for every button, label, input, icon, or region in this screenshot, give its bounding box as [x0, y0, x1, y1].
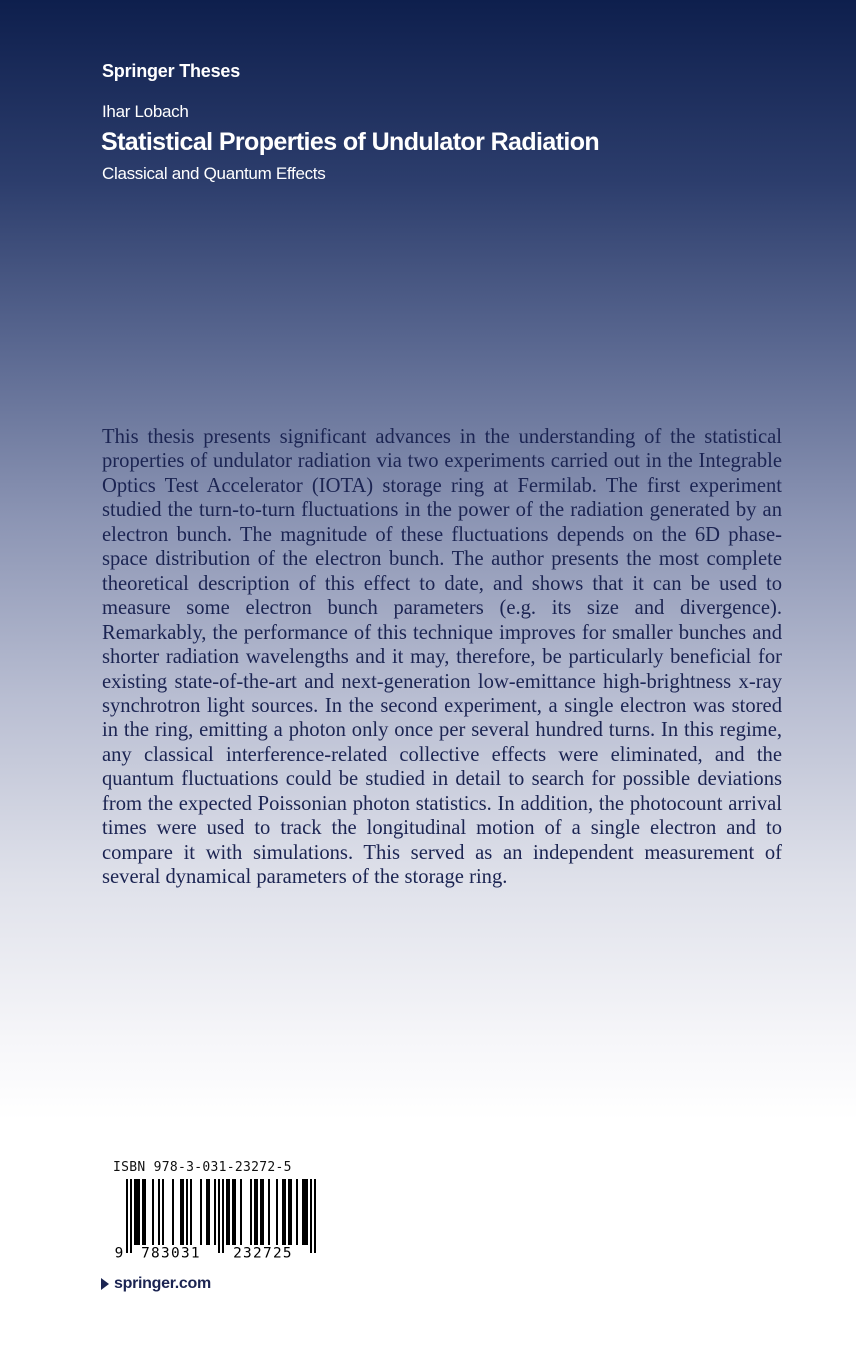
barcode-bar	[304, 1179, 306, 1245]
barcode-first-digit: 9	[114, 1245, 124, 1259]
barcode-bar	[186, 1179, 188, 1245]
barcode-bar	[234, 1179, 236, 1245]
barcode-bar	[158, 1179, 160, 1245]
barcode-bar	[222, 1179, 224, 1253]
barcode-bar	[172, 1179, 174, 1245]
springer-link-text: springer.com	[114, 1275, 211, 1292]
barcode-bar	[180, 1179, 182, 1245]
springer-website-link[interactable]	[101, 1275, 211, 1293]
barcode-bar	[142, 1179, 144, 1245]
barcode-bar	[306, 1179, 308, 1245]
barcode-bar	[254, 1179, 256, 1245]
barcode-bar	[182, 1179, 184, 1245]
barcode-bar	[268, 1179, 270, 1245]
series-name: Springer Theses	[102, 61, 241, 81]
barcode-bar	[240, 1179, 242, 1245]
barcode-bar	[314, 1179, 316, 1253]
barcode-bar	[310, 1179, 312, 1253]
barcode-bar	[190, 1179, 192, 1245]
barcode-bar	[282, 1179, 284, 1245]
barcode-bar	[208, 1179, 210, 1245]
barcode-bar	[226, 1179, 228, 1245]
barcode-bar	[302, 1179, 304, 1245]
barcode-bar	[162, 1179, 164, 1245]
book-abstract: This thesis presents significant advances in the understanding of the statistical properties of undulator radiation via two experiments carried out in the Integrable Optics Test Accelerator (IOTA) storage ring at Fermilab. The first experiment studied the turn-to-turn fluctuations in the power of the radiation generated by an electron bunch. The magnitude of these fluctuations depends on the 6D phase-space distribution of the electron bunch. The author presents the most complete theoretical description of this effect to date, and shows that it can be used to measure some electron bunch parameters (e.g. its size and divergence). Remarkably, the performance of this technique improves for smaller bunches and shorter radiation wavelengths and it may, therefore, be particularly beneficial for existing state-of-the-art and next-generation low-emittance high-brightness x-ray synchrotron light sources. In the second experiment, a single electron was stored in the ring, emitting a photon only once per several hundred turns. In this regime, any classical interference-related collective effects were eliminated, and the quantum fluctuations could be studied in detail to search for possible deviations from the expected Poissonian photon statistics. In addition, the photocount arrival times were used to track the longitudinal motion of a single electron and to compare it with simulations. This served as an independent measurement of several dynamical parameters of the storage ring.	[102, 426, 782, 889]
isbn-label: ISBN 978-3-031-23272-5	[113, 1160, 292, 1175]
barcode-bar	[134, 1179, 136, 1245]
book-subtitle: Classical and Quantum Effects	[102, 164, 326, 183]
barcode-bar	[296, 1179, 298, 1245]
barcode-bar	[206, 1179, 208, 1245]
barcode-bar	[200, 1179, 202, 1245]
barcode-bar	[152, 1179, 154, 1245]
book-title: Statistical Properties of Undulator Radiation	[101, 128, 600, 156]
barcode-bar	[218, 1179, 220, 1253]
barcode-bar	[262, 1179, 264, 1245]
barcode-bar	[144, 1179, 146, 1245]
barcode-bar	[232, 1179, 234, 1245]
isbn-barcode	[112, 1179, 316, 1259]
author-name: Ihar Lobach	[102, 102, 189, 121]
barcode-bar	[126, 1179, 128, 1253]
barcode-bar	[260, 1179, 262, 1245]
barcode-bar	[288, 1179, 290, 1245]
barcode-right-digits: 232725	[233, 1245, 293, 1259]
barcode-bar	[214, 1179, 216, 1245]
barcode-bar	[290, 1179, 292, 1245]
barcode-bar	[276, 1179, 278, 1245]
barcode-bar	[256, 1179, 258, 1245]
barcode-left-digits: 783031	[141, 1245, 201, 1259]
barcode-bar	[250, 1179, 252, 1245]
barcode-bar	[138, 1179, 140, 1245]
barcode-bar	[284, 1179, 286, 1245]
barcode-bar	[130, 1179, 132, 1253]
barcode-bar	[136, 1179, 138, 1245]
triangle-right-icon	[101, 1278, 109, 1290]
barcode-bar	[228, 1179, 230, 1245]
